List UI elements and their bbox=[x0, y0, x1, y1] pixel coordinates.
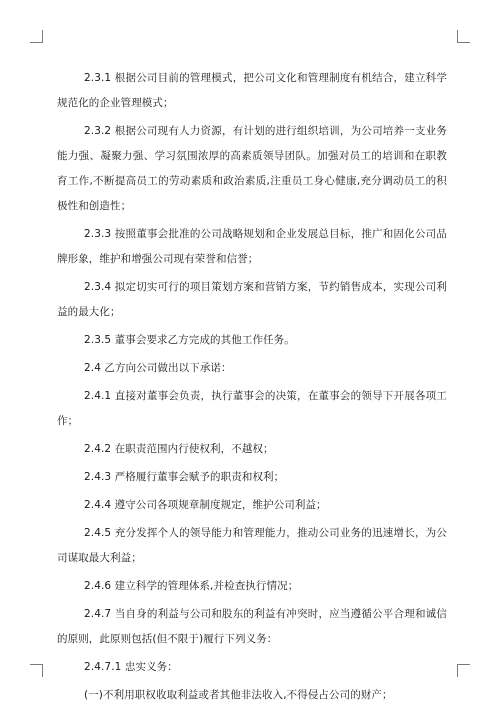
clause-2-3-1: 2.3.1 根据公司目前的管理模式，把公司文化和管理制度有机结合，建立科学规范化的企业管理模式； bbox=[57, 72, 447, 109]
clause-2-3-2: 2.3.2 根据公司现有人力资源，有计划的进行组织培训，为公司培养一支业务能力强、凝聚力强、学习氛围浓厚的高素质领导团队。加强对员工的培训和在职教育工作,不断提高员工的劳动素质和政治素质,注重员工身心健康,充分调动员工的积极性和创造性； bbox=[57, 125, 447, 212]
clause-2-4-6: 2.4.6 建立科学的管理体系,并检查执行情况； bbox=[84, 580, 299, 592]
clause-2-4-7-1: 2.4.7.1 忠实义务： bbox=[84, 661, 178, 673]
clause-2-4: 2.4 乙方向公司做出以下承诺： bbox=[84, 362, 232, 374]
clause-2-3-4: 2.3.4 拟定切实可行的项目策划方案和营销方案，节约销售成本，实现公司利益的最大化； bbox=[57, 281, 447, 318]
clause-2-3-5: 2.3.5 董事会要求乙方完成的其他工作任务。 bbox=[84, 334, 295, 346]
clause-2-4-5: 2.4.5 充分发挥个人的领导能力和管理能力，推动公司业务的迅速增长，为公司谋取最大利益； bbox=[57, 527, 447, 564]
clause-2-4-3: 2.4.3 严格履行董事会赋予的职责和权利； bbox=[84, 471, 285, 483]
crop-mark-bottom-right bbox=[457, 664, 470, 677]
clause-2-4-2: 2.4.2 在职责范围内行使权利，不越权； bbox=[84, 443, 274, 455]
crop-mark-top-right bbox=[457, 30, 470, 43]
crop-mark-top-left bbox=[30, 30, 43, 43]
clause-2-3-3: 2.3.3 按照董事会批准的公司战略规划和企业发展总目标，推广和固化公司品牌形象，维护和增强公司现有荣誉和信誉； bbox=[57, 228, 447, 265]
crop-mark-bottom-left bbox=[30, 664, 43, 677]
clause-2-4-7: 2.4.7 当自身的利益与公司和股东的利益有冲突时，应当遵循公平合理和诚信的原则，此原则包括(但不限于)履行下列义务： bbox=[57, 608, 447, 645]
document-body bbox=[57, 66, 447, 711]
loyalty-duty-item-1: (一)不利用职权收取利益或者其他非法收入,不得侵占公司的财产； bbox=[84, 689, 393, 701]
clause-2-4-1: 2.4.1 直接对董事会负责，执行董事会的决策，在董事会的领导下开展各项工作； bbox=[57, 390, 447, 427]
clause-2-4-4: 2.4.4 遵守公司各项规章制度规定，维护公司利益； bbox=[84, 499, 327, 511]
